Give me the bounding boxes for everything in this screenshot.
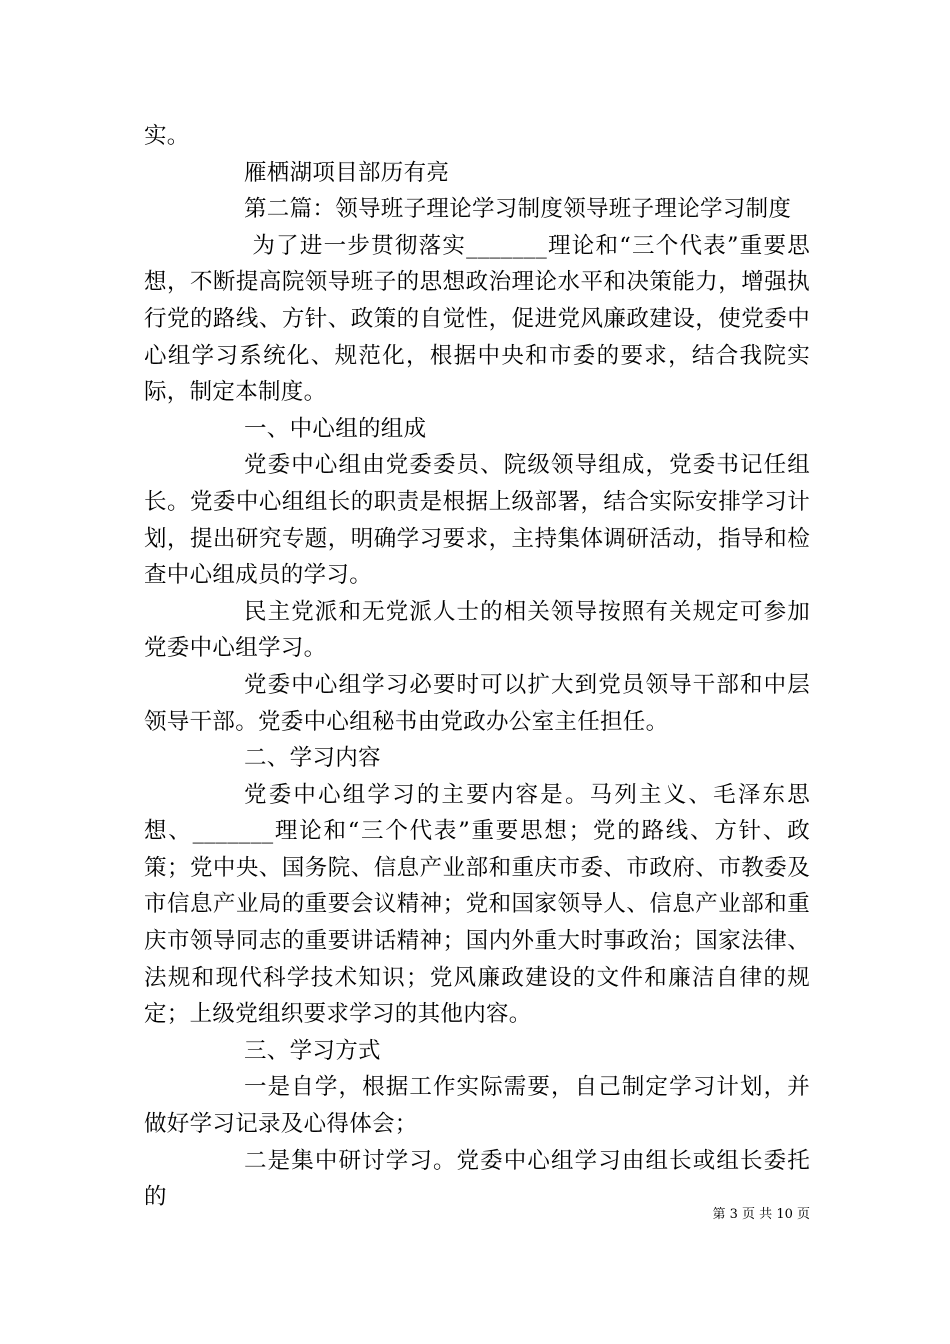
section-heading: 二、学习内容: [244, 745, 381, 772]
page-number-footer: 第 3 页 共 10 页: [712, 1207, 810, 1222]
paragraph: 民主党派和无党派人士的相关领导按照有关规定可参加党委中心组学习。: [144, 598, 810, 662]
paragraph: 党委中心组由党委委员、院级领导组成，党委书记任组长。党委中心组组长的职责是根据上级部署，结合实际安排学习计划，提出研究专题，明确学习要求，主持集体调研活动，指导和检查中心组成员的学习。: [144, 452, 810, 589]
section-heading: 一、中心组的组成: [244, 415, 427, 442]
paragraph: 实。: [144, 123, 190, 149]
section-heading: 三、学习方式: [244, 1037, 381, 1064]
paragraph: 一是自学，根据工作实际需要，自己制定学习计划，并做好学习记录及心得体会；: [144, 1074, 810, 1138]
paragraph: 党委中心组学习的主要内容是。马列主义、毛泽东思想、_______理论和“三个代表”重要思想；党的路线、方针、政策；党中央、国务院、信息产业部和重庆市委、市政府、市教委及市信息产业局的重要会议精神；党和国家领导人、信息产业部和重庆市领导同志的重要讲话精神；国内外重大时事政治；国家法律、法规和现代科学技术知识；党风廉政建设的文件和廉洁自律的规定；上级党组织要求学习的其他内容。: [144, 781, 810, 1028]
paragraph: 二是集中研讨学习。党委中心组学习由组长或组长委托的: [144, 1147, 810, 1211]
paragraph: 党委中心组学习必要时可以扩大到党员领导干部和中层领导干部。党委中心组秘书由党政办公室主任担任。: [144, 671, 810, 735]
document-body: [144, 118, 810, 1216]
section-title: 第二篇：领导班子理论学习制度领导班子理论学习制度: [244, 196, 792, 223]
paragraph: 雁栖湖项目部历有亮: [244, 159, 450, 186]
paragraph: 为了进一步贯彻落实_______理论和“三个代表”重要思想，不断提高院领导班子的思想政治理论水平和决策能力，增强执行党的路线、方针、政策的自觉性，促进党风廉政建设，使党委中心组学习系统化、规范化，根据中央和市委的要求，结合我院实际，制定本制度。: [144, 232, 811, 406]
